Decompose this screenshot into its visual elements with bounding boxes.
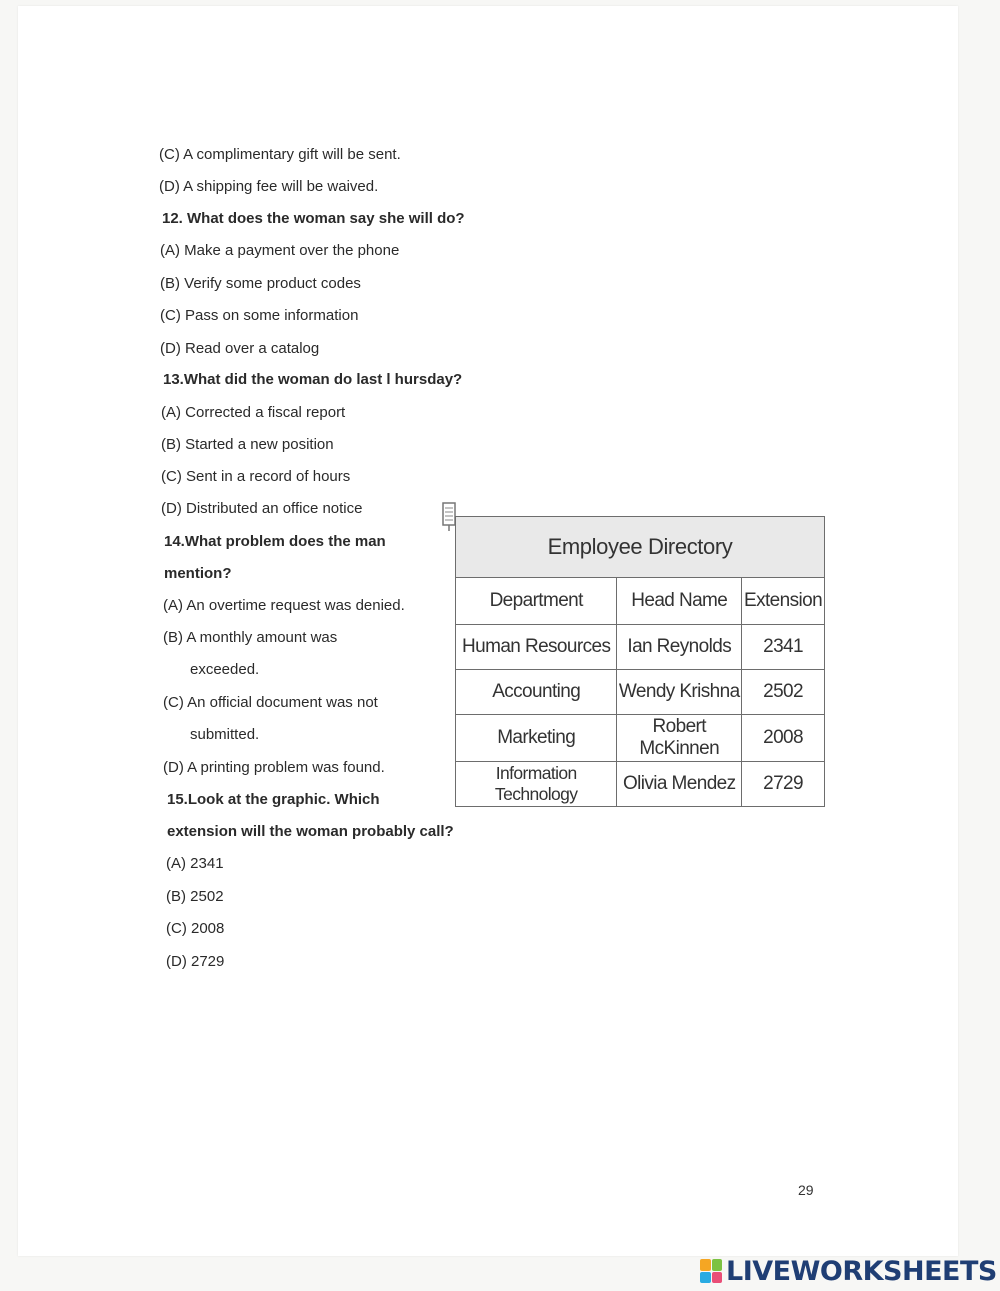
liveworksheets-brand[interactable]: [700, 1254, 997, 1288]
option-14-a: (A) An overtime request was denied.: [163, 597, 405, 614]
liveworksheets-logo-icon: [700, 1259, 722, 1283]
option-15-b: (B) 2502: [166, 888, 224, 905]
option-12-d: (D) Read over a catalog: [160, 340, 320, 357]
option-14-c-line-1: (C) An official document was not: [163, 694, 378, 711]
logo-block: [700, 1259, 711, 1271]
extension-cell: 2008: [742, 715, 825, 762]
department-cell: Information Technology: [456, 762, 617, 807]
question-13: 13.What did the woman do last l hursday?: [163, 371, 463, 388]
column-header-head-name: Head Name: [617, 578, 742, 625]
head-name-cell: Robert McKinnen: [617, 715, 742, 762]
option-11-c: (C) A complimentary gift will be sent.: [159, 146, 401, 163]
option-13-b: (B) Started a new position: [161, 436, 334, 453]
column-header-extension: Extension: [742, 578, 825, 625]
option-15-c: (C) 2008: [166, 920, 225, 937]
head-name-cell: Wendy Krishna: [617, 670, 742, 715]
table-row: [456, 670, 825, 715]
head-name-cell: Ian Reynolds: [617, 625, 742, 670]
option-13-d: (D) Distributed an office notice: [161, 500, 363, 517]
brand-name: LIVEWORKSHEETS: [726, 1255, 997, 1287]
option-12-c: (C) Pass on some information: [160, 307, 359, 324]
department-cell: Accounting: [456, 670, 617, 715]
option-14-c-line-2: submitted.: [190, 726, 260, 743]
question-15-line-1: 15.Look at the graphic. Which: [167, 791, 380, 808]
head-name-cell: Olivia Mendez: [617, 762, 742, 807]
option-14-d: (D) A printing problem was found.: [163, 759, 385, 776]
option-12-b: (B) Verify some product codes: [160, 275, 361, 292]
extension-cell: 2502: [742, 670, 825, 715]
column-header-department: Department: [456, 578, 617, 625]
question-14-line-1: 14.What problem does the man: [164, 533, 386, 550]
logo-block: [712, 1259, 723, 1271]
question-12: 12. What does the woman say she will do?: [162, 210, 465, 227]
question-15-line-2: extension will the woman probably call?: [167, 823, 454, 840]
department-cell: Human Resources: [456, 625, 617, 670]
table-title: Employee Directory: [456, 517, 825, 578]
option-11-d: (D) A shipping fee will be waived.: [159, 178, 379, 195]
page-number: 29: [798, 1182, 814, 1198]
logo-block: [712, 1272, 723, 1284]
table-row: [456, 762, 825, 807]
question-14-line-2: mention?: [164, 565, 232, 582]
table-row: [456, 625, 825, 670]
option-14-b-line-2: exceeded.: [190, 661, 260, 678]
option-14-b-line-1: (B) A monthly amount was: [163, 629, 338, 646]
logo-block: [700, 1272, 711, 1284]
department-cell: Marketing: [456, 715, 617, 762]
option-15-d: (D) 2729: [166, 953, 225, 970]
option-13-a: (A) Corrected a fiscal report: [161, 404, 346, 421]
option-13-c: (C) Sent in a record of hours: [161, 468, 351, 485]
option-15-a: (A) 2341: [166, 855, 224, 872]
extension-cell: 2729: [742, 762, 825, 807]
employee-directory-table: [455, 516, 825, 807]
table-row: [456, 715, 825, 762]
option-12-a: (A) Make a payment over the phone: [160, 242, 400, 259]
extension-cell: 2341: [742, 625, 825, 670]
